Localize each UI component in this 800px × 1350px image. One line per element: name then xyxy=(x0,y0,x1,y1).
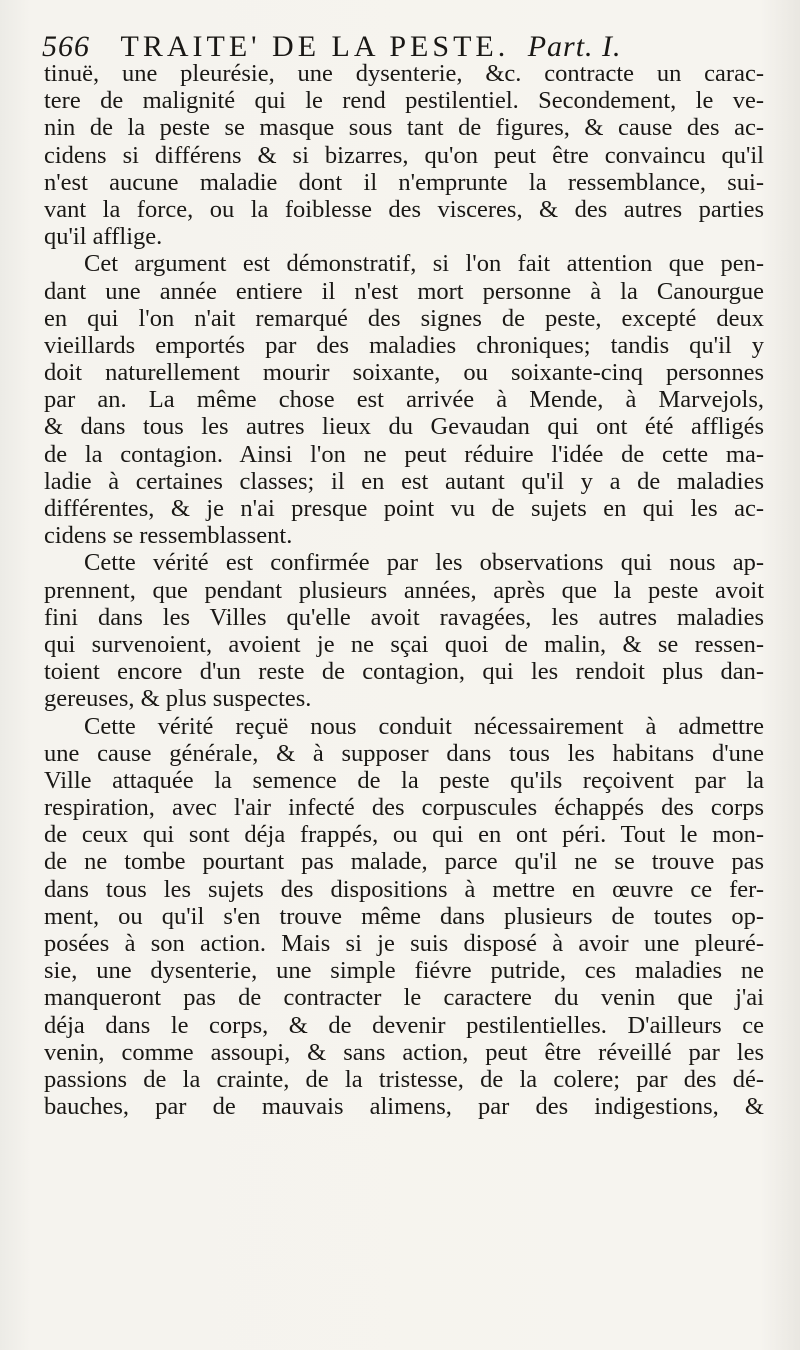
text-line: ment, ou qu'il s'en trouve même dans plusieurs de toutes op- xyxy=(44,902,764,930)
page-number: 566 xyxy=(42,30,90,63)
text-line: dant une année entiere il n'est mort personne à la Canourgue xyxy=(44,277,764,305)
text-line: qu'il afflige. xyxy=(44,223,163,251)
text-line: par an. La même chose est arrivée à Mende, à Marvejols, xyxy=(44,386,764,414)
text-line: passions de la crainte, de la tristesse, de la colere; par des dé- xyxy=(44,1065,764,1093)
text-line: en qui l'on n'ait remarqué des signes de peste, excepté deux xyxy=(44,304,764,332)
text-line: sie, une dysenterie, une simple fiévre putride, ces maladies ne xyxy=(44,957,764,985)
text-line: prennent, que pendant plusieurs années, après que la peste avoit xyxy=(44,576,764,604)
body-text xyxy=(44,60,764,1120)
text-line: Cette vérité reçuë nous conduit nécessairement à admettre xyxy=(84,712,764,740)
text-line: respiration, avec l'air infecté des corpuscules échappés des corps xyxy=(44,794,764,822)
text-line: de la contagion. Ainsi l'on ne peut réduire l'idée de cette ma- xyxy=(44,440,764,468)
text-line: différentes, & je n'ai presque point vu de sujets en qui les ac- xyxy=(44,495,764,522)
text-line: nin de la peste se masque sous tant de figures, & cause des ac- xyxy=(44,114,764,142)
text-line: fini dans les Villes qu'elle avoit ravagées, les autres maladies xyxy=(44,603,764,631)
text-line: qui survenoient, avoient je ne sçai quoi de malin, & se ressen- xyxy=(44,630,764,658)
text-line: manqueront pas de contracter le caractere du venin que j'ai xyxy=(44,984,764,1012)
text-line: doit naturellement mourir soixante, ou soixante-cinq personnes xyxy=(44,359,764,387)
text-line: une cause générale, & à supposer dans tous les habitans d'une xyxy=(44,739,764,767)
text-line: gereuses, & plus suspectes. xyxy=(44,685,312,713)
text-line: posées à son action. Mais si je suis disposé à avoir une pleuré- xyxy=(44,930,764,957)
text-line: venin, comme assoupi, & sans action, peut être réveillé par les xyxy=(44,1038,764,1066)
text-line: cidens si différens & si bizarres, qu'on peut être convaincu qu'il xyxy=(44,141,764,169)
text-line: cidens se ressemblassent. xyxy=(44,522,293,550)
running-title: TRAITE' DE LA PESTE. xyxy=(120,30,510,63)
text-line: Cet argument est démonstratif, si l'on fait attention que pen- xyxy=(84,250,764,278)
text-line: Cette vérité est confirmée par les observations qui nous ap- xyxy=(84,549,764,577)
text-line: vieillards emportés par des maladies chroniques; tandis qu'il y xyxy=(44,331,764,359)
text-line: tere de malignité qui le rend pestilentiel. Secondement, le ve- xyxy=(44,87,764,115)
text-line: vant la force, ou la foiblesse des visceres, & des autres parties xyxy=(44,195,764,223)
text-line: bauches, par de mauvais alimens, par des indigestions, & xyxy=(44,1093,764,1121)
text-line: n'est aucune maladie dont il n'emprunte la ressemblance, sui- xyxy=(44,168,764,196)
part-label: Part. I. xyxy=(527,30,622,63)
text-line: Ville attaquée la semence de la peste qu'ils reçoivent par la xyxy=(44,766,764,794)
text-line: tinuë, une pleurésie, une dysenterie, &c. contracte un carac- xyxy=(44,60,764,87)
text-line: dans tous les sujets des dispositions à mettre en œuvre ce fer- xyxy=(44,875,764,903)
text-line: de ceux qui sont déja frappés, ou qui en ont péri. Tout le mon- xyxy=(44,821,764,849)
text-line: toient encore d'un reste de contagion, qui les rendoit plus dan- xyxy=(44,658,764,686)
text-line: & dans tous les autres lieux du Gevaudan qui ont été affligés xyxy=(44,413,764,441)
text-line: ladie à certaines classes; il en est autant qu'il y a de maladies xyxy=(44,467,764,495)
text-line: déja dans le corps, & de devenir pestilentielles. D'ailleurs ce xyxy=(44,1011,764,1039)
text-line: de ne tombe pourtant pas malade, parce qu'il ne se trouve pas xyxy=(44,848,764,876)
